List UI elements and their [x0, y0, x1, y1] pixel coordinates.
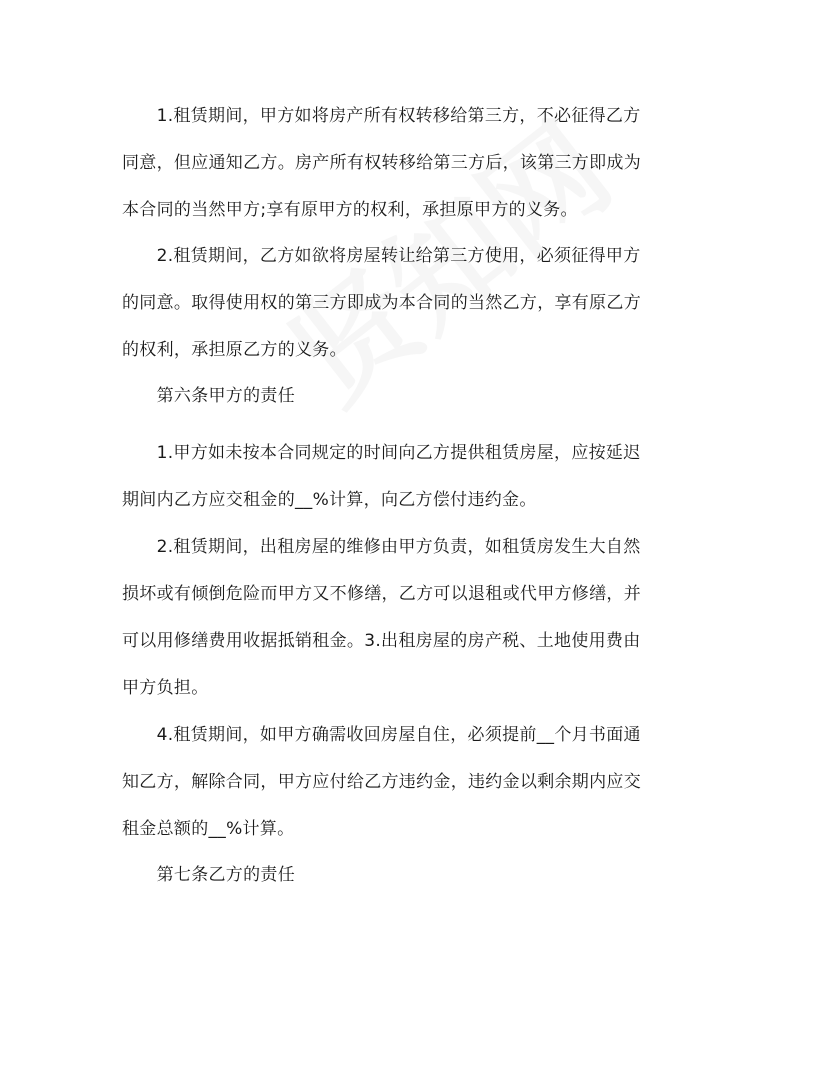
text-line: 期间内乙方应交租金的__%计算，向乙方偿付违约金。 — [122, 490, 537, 510]
text-line: 知乙方，解除合同，甲方应付给乙方违约金，违约金以剩余期内应交 — [122, 772, 641, 792]
text-line: 2.租赁期间，乙方如欲将房屋转让给第三方使用，必须征得甲方 — [122, 246, 641, 266]
text-line: 损坏或有倾倒危险而甲方又不修缮，乙方可以退租或代甲方修缮，并 — [122, 584, 641, 604]
section-heading-article-7 — [122, 852, 722, 899]
paragraph-early-termination — [122, 712, 722, 853]
text-line: 4.租赁期间，如甲方确需收回房屋自住，必须提前__个月书面通 — [122, 725, 641, 745]
text-line: 租金总额的__%计算。 — [122, 819, 295, 839]
text-line: 可以用修缮费用收据抵销租金。3.出租房屋的房产税、土地使用费由 — [122, 631, 641, 651]
text-line: 2.租赁期间，出租房屋的维修由甲方负责，如租赁房发生大自然 — [122, 537, 641, 557]
paragraph-lease-transfer-party-a — [122, 93, 722, 234]
heading-line: 第六条甲方的责任 — [122, 386, 295, 406]
paragraph-lease-transfer-party-b — [122, 233, 722, 374]
text-line: 1.甲方如未按本合同规定的时间向乙方提供租赁房屋，应按延迟 — [122, 443, 641, 463]
section-heading-article-6 — [122, 373, 722, 420]
text-line: 本合同的当然甲方;享有原甲方的权利，承担原甲方的义务。 — [122, 200, 578, 220]
text-line: 同意，但应通知乙方。房产所有权转移给第三方后，该第三方即成为 — [122, 153, 641, 173]
heading-line: 第七条乙方的责任 — [122, 865, 295, 885]
paragraph-late-delivery — [122, 430, 722, 524]
text-line: 甲方负担。 — [122, 678, 209, 698]
text-line: 1.租赁期间，甲方如将房产所有权转移给第三方，不必征得乙方 — [122, 106, 641, 126]
paragraph-maintenance — [122, 524, 722, 712]
text-line: 的同意。取得使用权的第三方即成为本合同的当然乙方，享有原乙方 — [122, 293, 641, 313]
text-line: 的权利，承担原乙方的义务。 — [122, 340, 347, 360]
